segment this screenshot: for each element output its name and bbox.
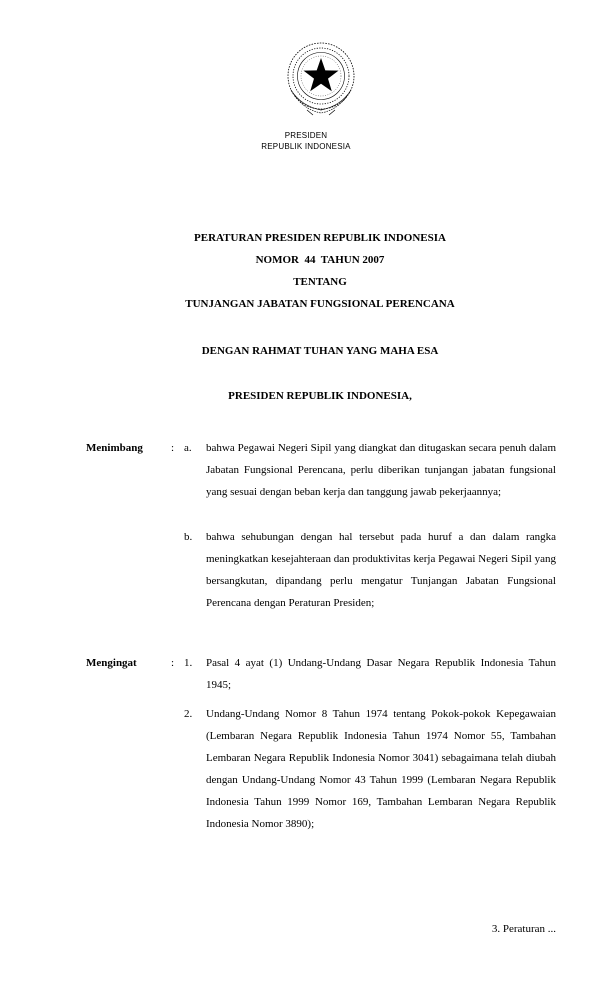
mengingat-colon: : <box>171 657 175 669</box>
blessing-line: DENGAN RAHMAT TUHAN YANG MAHA ESA <box>201 345 439 357</box>
emblem-caption-line2: REPUBLIK INDONESIA <box>261 142 351 151</box>
emblem-caption-line1: PRESIDEN <box>284 131 328 140</box>
regulation-subject: TUNJANGAN JABATAN FUNGSIONAL PERENCANA <box>185 298 455 310</box>
mengingat-item-2-text: Undang-Undang Nomor 8 Tahun 1974 tentang Pokok-pokok Kepegawaian (Lembaran Negara Republik Indonesia Tahun 1974 Nomor 55, Tambahan Lembaran Negara Republik Indonesia Nomor 3041) sebagaimana telah diubah dengan Undang-Undang Nomor 43 Tahun 1999 (Lembaran Negara Republik Indonesia Tahun 1999 Nomor 169, Tambahan Lembaran Negara Republik Indonesia Nomor 3890); <box>206 708 556 830</box>
menimbang-item-b-text: bahwa sehubungan dengan hal tersebut pada huruf a dan dalam rangka meningkatkan kesejahteraan dan produktivitas kerja Pegawai Negeri Sipil yang bersangkutan, dipandang perlu mengatur Tunjangan Jabatan Fungsional Perencana dengan Peraturan Presiden; <box>206 531 556 609</box>
regulation-title: PERATURAN PRESIDEN REPUBLIK INDONESIA <box>194 232 446 244</box>
page-continuation: 3. Peraturan ... <box>491 923 556 935</box>
mengingat-item-1-text: Pasal 4 ayat (1) Undang-Undang Dasar Negara Republik Indonesia Tahun 1945; <box>206 657 556 691</box>
regulation-about-label: TENTANG <box>293 276 347 288</box>
mengingat-label: Mengingat <box>86 657 137 669</box>
menimbang-item-a-marker: a. <box>184 442 192 454</box>
regulation-number: NOMOR 44 TAHUN 2007 <box>255 254 385 266</box>
mengingat-item-1-marker: 1. <box>184 657 193 669</box>
menimbang-item-a-text: bahwa Pegawai Negeri Sipil yang diangkat dan ditugaskan secara penuh dalam Jabatan Fungsional Perencana, perlu diberikan tunjangan jabatan fungsional yang sesuai dengan beban kerja dan tanggung jawab pekerjaannya; <box>206 442 556 498</box>
menimbang-label: Menimbang <box>86 442 143 454</box>
mengingat-item-2-marker: 2. <box>184 708 193 720</box>
president-line: PRESIDEN REPUBLIK INDONESIA, <box>228 390 412 402</box>
menimbang-colon: : <box>171 442 175 454</box>
menimbang-item-b-marker: b. <box>184 531 193 543</box>
garuda-star-emblem-icon <box>277 40 365 116</box>
